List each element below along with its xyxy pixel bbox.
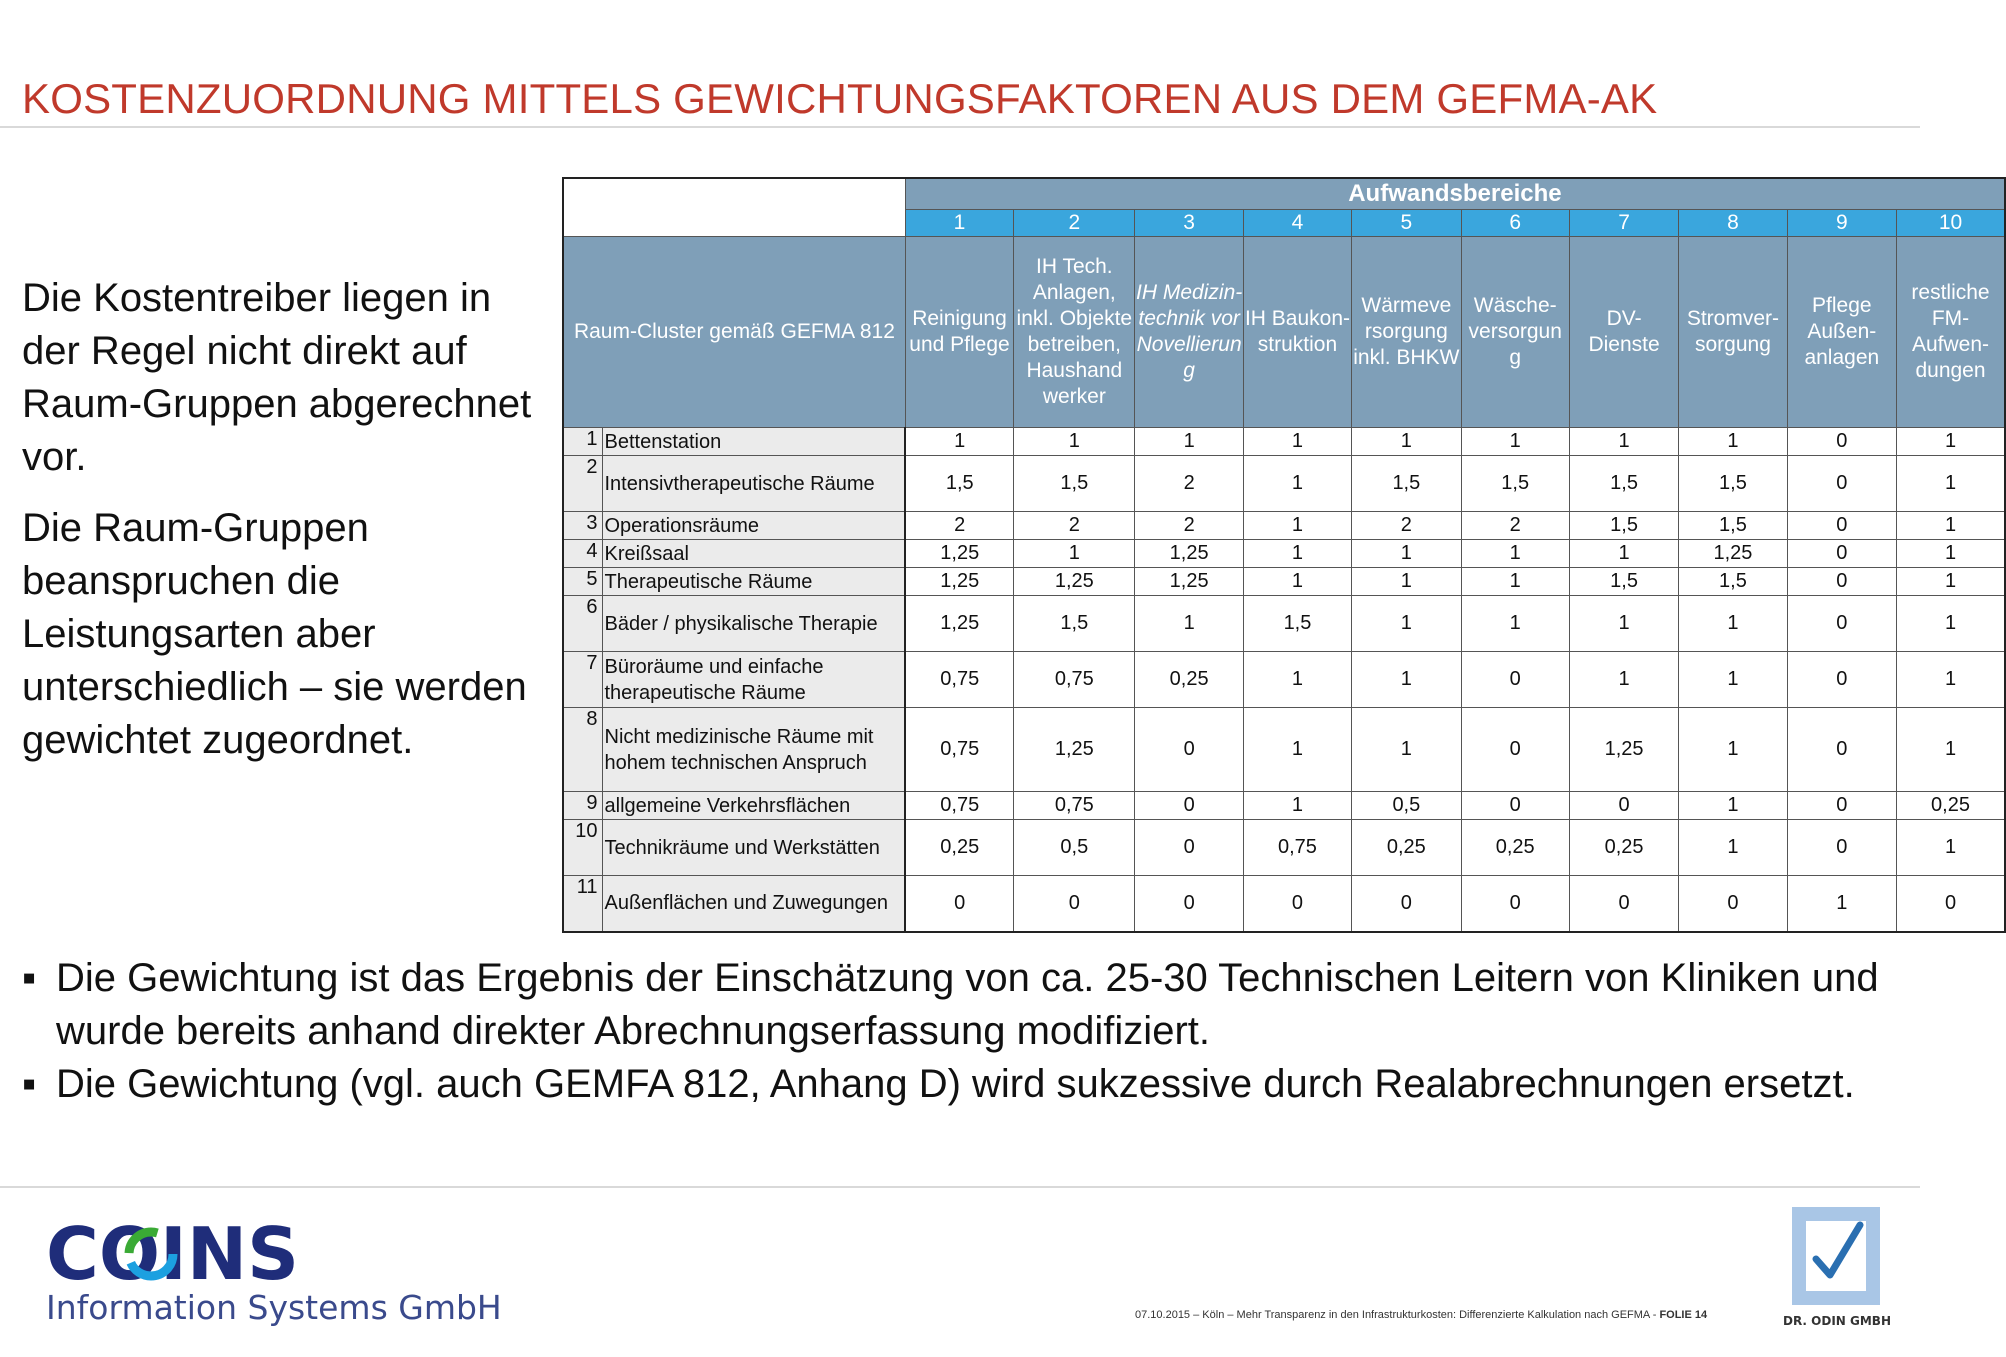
column-label: Wäsche- versorgun g — [1461, 237, 1569, 428]
value-cell: 1 — [1352, 596, 1461, 652]
value-cell: 1 — [1897, 428, 2005, 456]
column-number: 4 — [1243, 210, 1351, 237]
value-cell: 0 — [1135, 708, 1243, 792]
value-cell: 0 — [1461, 792, 1569, 820]
value-cell: 1 — [1243, 512, 1351, 540]
table-row — [563, 596, 2005, 652]
dr-odin-logo — [1782, 1203, 1892, 1329]
column-number: 1 — [905, 210, 1013, 237]
value-cell: 1,5 — [1679, 568, 1787, 596]
row-name: Bäder / physikalische Therapie — [602, 596, 905, 652]
value-cell: 1 — [1135, 596, 1243, 652]
value-cell: 1 — [1243, 540, 1351, 568]
value-cell: 2 — [905, 512, 1013, 540]
value-cell: 1 — [1461, 596, 1569, 652]
table-row — [563, 512, 2005, 540]
value-cell: 0,75 — [905, 792, 1013, 820]
value-cell: 1 — [1352, 708, 1461, 792]
column-number: 6 — [1461, 210, 1569, 237]
value-cell: 0 — [1787, 428, 1896, 456]
row-number: 11 — [563, 876, 602, 932]
column-number: 7 — [1569, 210, 1678, 237]
row-name: Bettenstation — [602, 428, 905, 456]
table-corner-blank — [563, 178, 905, 237]
column-label: DV- Dienste — [1569, 237, 1678, 428]
table-row — [563, 820, 2005, 876]
value-cell: 0,25 — [1135, 652, 1243, 708]
odin-label: DR. ODIN GMBH — [1783, 1314, 1891, 1328]
row-number: 7 — [563, 652, 602, 708]
value-cell: 0,75 — [1014, 792, 1135, 820]
value-cell: 0 — [1461, 708, 1569, 792]
row-name: Technikräume und Werkstätten — [602, 820, 905, 876]
row-name: Außenflächen und Zuwegungen — [602, 876, 905, 932]
footer-date: 07.10.2015 — [1135, 1309, 1191, 1321]
value-cell: 1 — [1243, 456, 1351, 512]
column-label: Reinigung und Pflege — [905, 237, 1013, 428]
row-number: 5 — [563, 568, 602, 596]
table-row — [563, 428, 2005, 456]
value-cell: 1 — [1569, 540, 1678, 568]
value-cell: 1,25 — [1679, 540, 1787, 568]
row-number: 10 — [563, 820, 602, 876]
value-cell: 0 — [1135, 876, 1243, 932]
row-name: Operationsräume — [602, 512, 905, 540]
value-cell: 0 — [1787, 596, 1896, 652]
value-cell: 1,5 — [905, 456, 1013, 512]
value-cell: 0 — [1569, 792, 1678, 820]
value-cell: 1 — [1352, 540, 1461, 568]
value-cell: 2 — [1135, 512, 1243, 540]
bottom-divider — [0, 1186, 1920, 1188]
raum-cluster-header: Raum-Cluster gemäß GEFMA 812 — [563, 237, 905, 428]
value-cell: 1 — [1352, 428, 1461, 456]
value-cell: 0 — [1461, 652, 1569, 708]
value-cell: 1 — [1897, 708, 2005, 792]
column-label: Wärmeve rsorgung inkl. BHKW — [1352, 237, 1461, 428]
value-cell: 1,5 — [1569, 456, 1678, 512]
value-cell: 1,5 — [1014, 456, 1135, 512]
row-name: allgemeine Verkehrsflächen — [602, 792, 905, 820]
column-label: IH Tech. Anlagen, inkl. Objekte betreiben, Haushand werker — [1014, 237, 1135, 428]
column-label: IH Medizin- technik vor Novellierun g — [1135, 237, 1243, 428]
aufwandsbereiche-header: Aufwandsbereiche — [905, 178, 2005, 210]
value-cell: 1,25 — [905, 540, 1013, 568]
value-cell: 1 — [1787, 876, 1896, 932]
table-row — [563, 568, 2005, 596]
value-cell: 1 — [1897, 540, 2005, 568]
value-cell: 0,75 — [905, 652, 1013, 708]
bullet-marker: ▪ — [22, 1062, 37, 1106]
table-row — [563, 876, 2005, 932]
value-cell: 0,75 — [1243, 820, 1351, 876]
value-cell: 2 — [1352, 512, 1461, 540]
value-cell: 1 — [1679, 792, 1787, 820]
value-cell: 0 — [1135, 820, 1243, 876]
value-cell: 1,25 — [1135, 540, 1243, 568]
row-name: Büroräume und einfache therapeutische Räume — [602, 652, 905, 708]
coins-logo-word: COINS — [46, 1212, 299, 1296]
value-cell: 1 — [1243, 652, 1351, 708]
value-cell: 1 — [1352, 568, 1461, 596]
value-cell: 2 — [1014, 512, 1135, 540]
value-cell: 1 — [1569, 428, 1678, 456]
value-cell: 0 — [1787, 456, 1896, 512]
value-cell: 0,25 — [905, 820, 1013, 876]
value-cell: 0 — [1787, 652, 1896, 708]
left-paragraph-1: Die Kostentreiber liegen in der Regel nicht direkt auf Raum-Gruppen abgerechnet vor. — [22, 276, 532, 479]
value-cell: 0 — [1787, 792, 1896, 820]
bullet-item — [22, 952, 1902, 1058]
value-cell: 1 — [1461, 540, 1569, 568]
bullet-marker: ▪ — [22, 956, 37, 1000]
value-cell: 0 — [1787, 540, 1896, 568]
bullet-item — [22, 1058, 1902, 1111]
footer-caption: 07.10.2015 – Köln – Mehr Transparenz in den Infrastrukturkosten: Differenzierte Kalkulation nach GEFMA - FOLIE 14 — [1135, 1309, 1708, 1321]
value-cell: 1 — [1243, 708, 1351, 792]
value-cell: 0,75 — [905, 708, 1013, 792]
table-row — [563, 540, 2005, 568]
value-cell: 1 — [1461, 568, 1569, 596]
value-cell: 1,25 — [1569, 708, 1678, 792]
value-cell: 1 — [1897, 820, 2005, 876]
value-cell: 0,25 — [1352, 820, 1461, 876]
column-number: 2 — [1014, 210, 1135, 237]
row-name: Therapeutische Räume — [602, 568, 905, 596]
value-cell: 1 — [905, 428, 1013, 456]
footer-folie: FOLIE 14 — [1659, 1309, 1708, 1321]
column-label: IH Baukon- struktion — [1243, 237, 1351, 428]
value-cell: 2 — [1461, 512, 1569, 540]
left-paragraph-2: Die Raum-Gruppen beanspruchen die Leistungsarten aber unterschiedlich – sie werden gewichtet zugeordnet. — [22, 506, 527, 762]
value-cell: 1 — [1897, 568, 2005, 596]
value-cell: 0 — [1461, 876, 1569, 932]
value-cell: 0 — [905, 876, 1013, 932]
value-cell: 0,5 — [1352, 792, 1461, 820]
row-number: 1 — [563, 428, 602, 456]
bullet-list — [22, 952, 1902, 1111]
value-cell: 1 — [1243, 428, 1351, 456]
value-cell: 0,75 — [1014, 652, 1135, 708]
value-cell: 0,25 — [1897, 792, 2005, 820]
value-cell: 1 — [1461, 428, 1569, 456]
column-number: 3 — [1135, 210, 1243, 237]
slide-title: KOSTENZUORDNUNG MITTELS GEWICHTUNGSFAKTOREN AUS DEM GEFMA-AK — [22, 75, 1658, 122]
value-cell: 1 — [1135, 428, 1243, 456]
value-cell: 1,25 — [1135, 568, 1243, 596]
value-cell: 1,5 — [1461, 456, 1569, 512]
column-label: Stromver- sorgung — [1679, 237, 1787, 428]
top-divider — [0, 126, 1920, 128]
row-number: 6 — [563, 596, 602, 652]
value-cell: 1,5 — [1569, 512, 1678, 540]
value-cell: 1 — [1243, 792, 1351, 820]
row-name: Nicht medizinische Räume mit hohem technischen Anspruch — [602, 708, 905, 792]
row-number: 2 — [563, 456, 602, 512]
row-number: 3 — [563, 512, 602, 540]
value-cell: 1 — [1569, 596, 1678, 652]
footer-caption-text: Köln – Mehr Transparenz in den Infrastrukturkosten: Differenzierte Kalkulation nach GEFMA — [1202, 1309, 1650, 1321]
value-cell: 1 — [1897, 512, 2005, 540]
left-text-block — [22, 272, 552, 785]
row-number: 9 — [563, 792, 602, 820]
value-cell: 0 — [1897, 876, 2005, 932]
value-cell: 0 — [1352, 876, 1461, 932]
column-label-row — [563, 237, 2005, 428]
value-cell: 1 — [1679, 596, 1787, 652]
bullet-text: Die Gewichtung (vgl. auch GEMFA 812, Anhang D) wird sukzessive durch Realabrechnungen ersetzt. — [56, 1062, 1855, 1106]
coins-logo — [44, 1207, 524, 1327]
row-number: 8 — [563, 708, 602, 792]
column-number: 10 — [1897, 210, 2005, 237]
value-cell: 0,5 — [1014, 820, 1135, 876]
value-cell: 1 — [1679, 708, 1787, 792]
value-cell: 1 — [1243, 568, 1351, 596]
row-number: 4 — [563, 540, 602, 568]
value-cell: 1,25 — [1014, 568, 1135, 596]
value-cell: 1,5 — [1679, 456, 1787, 512]
value-cell: 0 — [1014, 876, 1135, 932]
value-cell: 0 — [1135, 792, 1243, 820]
value-cell: 1 — [1014, 428, 1135, 456]
value-cell: 2 — [1135, 456, 1243, 512]
value-cell: 1 — [1897, 596, 2005, 652]
column-number: 5 — [1352, 210, 1461, 237]
table-row — [563, 652, 2005, 708]
value-cell: 0 — [1243, 876, 1351, 932]
table-row — [563, 456, 2005, 512]
value-cell: 0 — [1787, 708, 1896, 792]
value-cell: 0 — [1787, 820, 1896, 876]
bullet-text: Die Gewichtung ist das Ergebnis der Einschätzung von ca. 25-30 Technischen Leitern von Kliniken und wurde bereits anhand direkter Abrechnungserfassung modifiziert. — [56, 956, 1879, 1053]
value-cell: 1 — [1679, 652, 1787, 708]
value-cell: 1,5 — [1352, 456, 1461, 512]
row-name: Intensivtherapeutische Räume — [602, 456, 905, 512]
value-cell: 0 — [1787, 568, 1896, 596]
value-cell: 1 — [1679, 820, 1787, 876]
coins-logo-subtitle: Information Systems GmbH — [46, 1288, 502, 1327]
table-row — [563, 708, 2005, 792]
value-cell: 1 — [1679, 428, 1787, 456]
column-label: Pflege Außen- anlagen — [1787, 237, 1896, 428]
value-cell: 1 — [1897, 652, 2005, 708]
value-cell: 1,5 — [1569, 568, 1678, 596]
value-cell: 1,5 — [1014, 596, 1135, 652]
value-cell: 1,5 — [1243, 596, 1351, 652]
value-cell: 1,5 — [1679, 512, 1787, 540]
table-row — [563, 792, 2005, 820]
value-cell: 1,25 — [905, 568, 1013, 596]
column-number: 8 — [1679, 210, 1787, 237]
value-cell: 1 — [1014, 540, 1135, 568]
value-cell: 1,25 — [1014, 708, 1135, 792]
value-cell: 1 — [1569, 652, 1678, 708]
value-cell: 0 — [1569, 876, 1678, 932]
row-name: Kreißsaal — [602, 540, 905, 568]
value-cell: 1,25 — [905, 596, 1013, 652]
weighting-table — [562, 177, 2006, 933]
column-label: restliche FM- Aufwen- dungen — [1897, 237, 2005, 428]
value-cell: 1 — [1352, 652, 1461, 708]
column-number: 9 — [1787, 210, 1896, 237]
value-cell: 0,25 — [1461, 820, 1569, 876]
value-cell: 0,25 — [1569, 820, 1678, 876]
value-cell: 1 — [1897, 456, 2005, 512]
value-cell: 0 — [1787, 512, 1896, 540]
value-cell: 0 — [1679, 876, 1787, 932]
